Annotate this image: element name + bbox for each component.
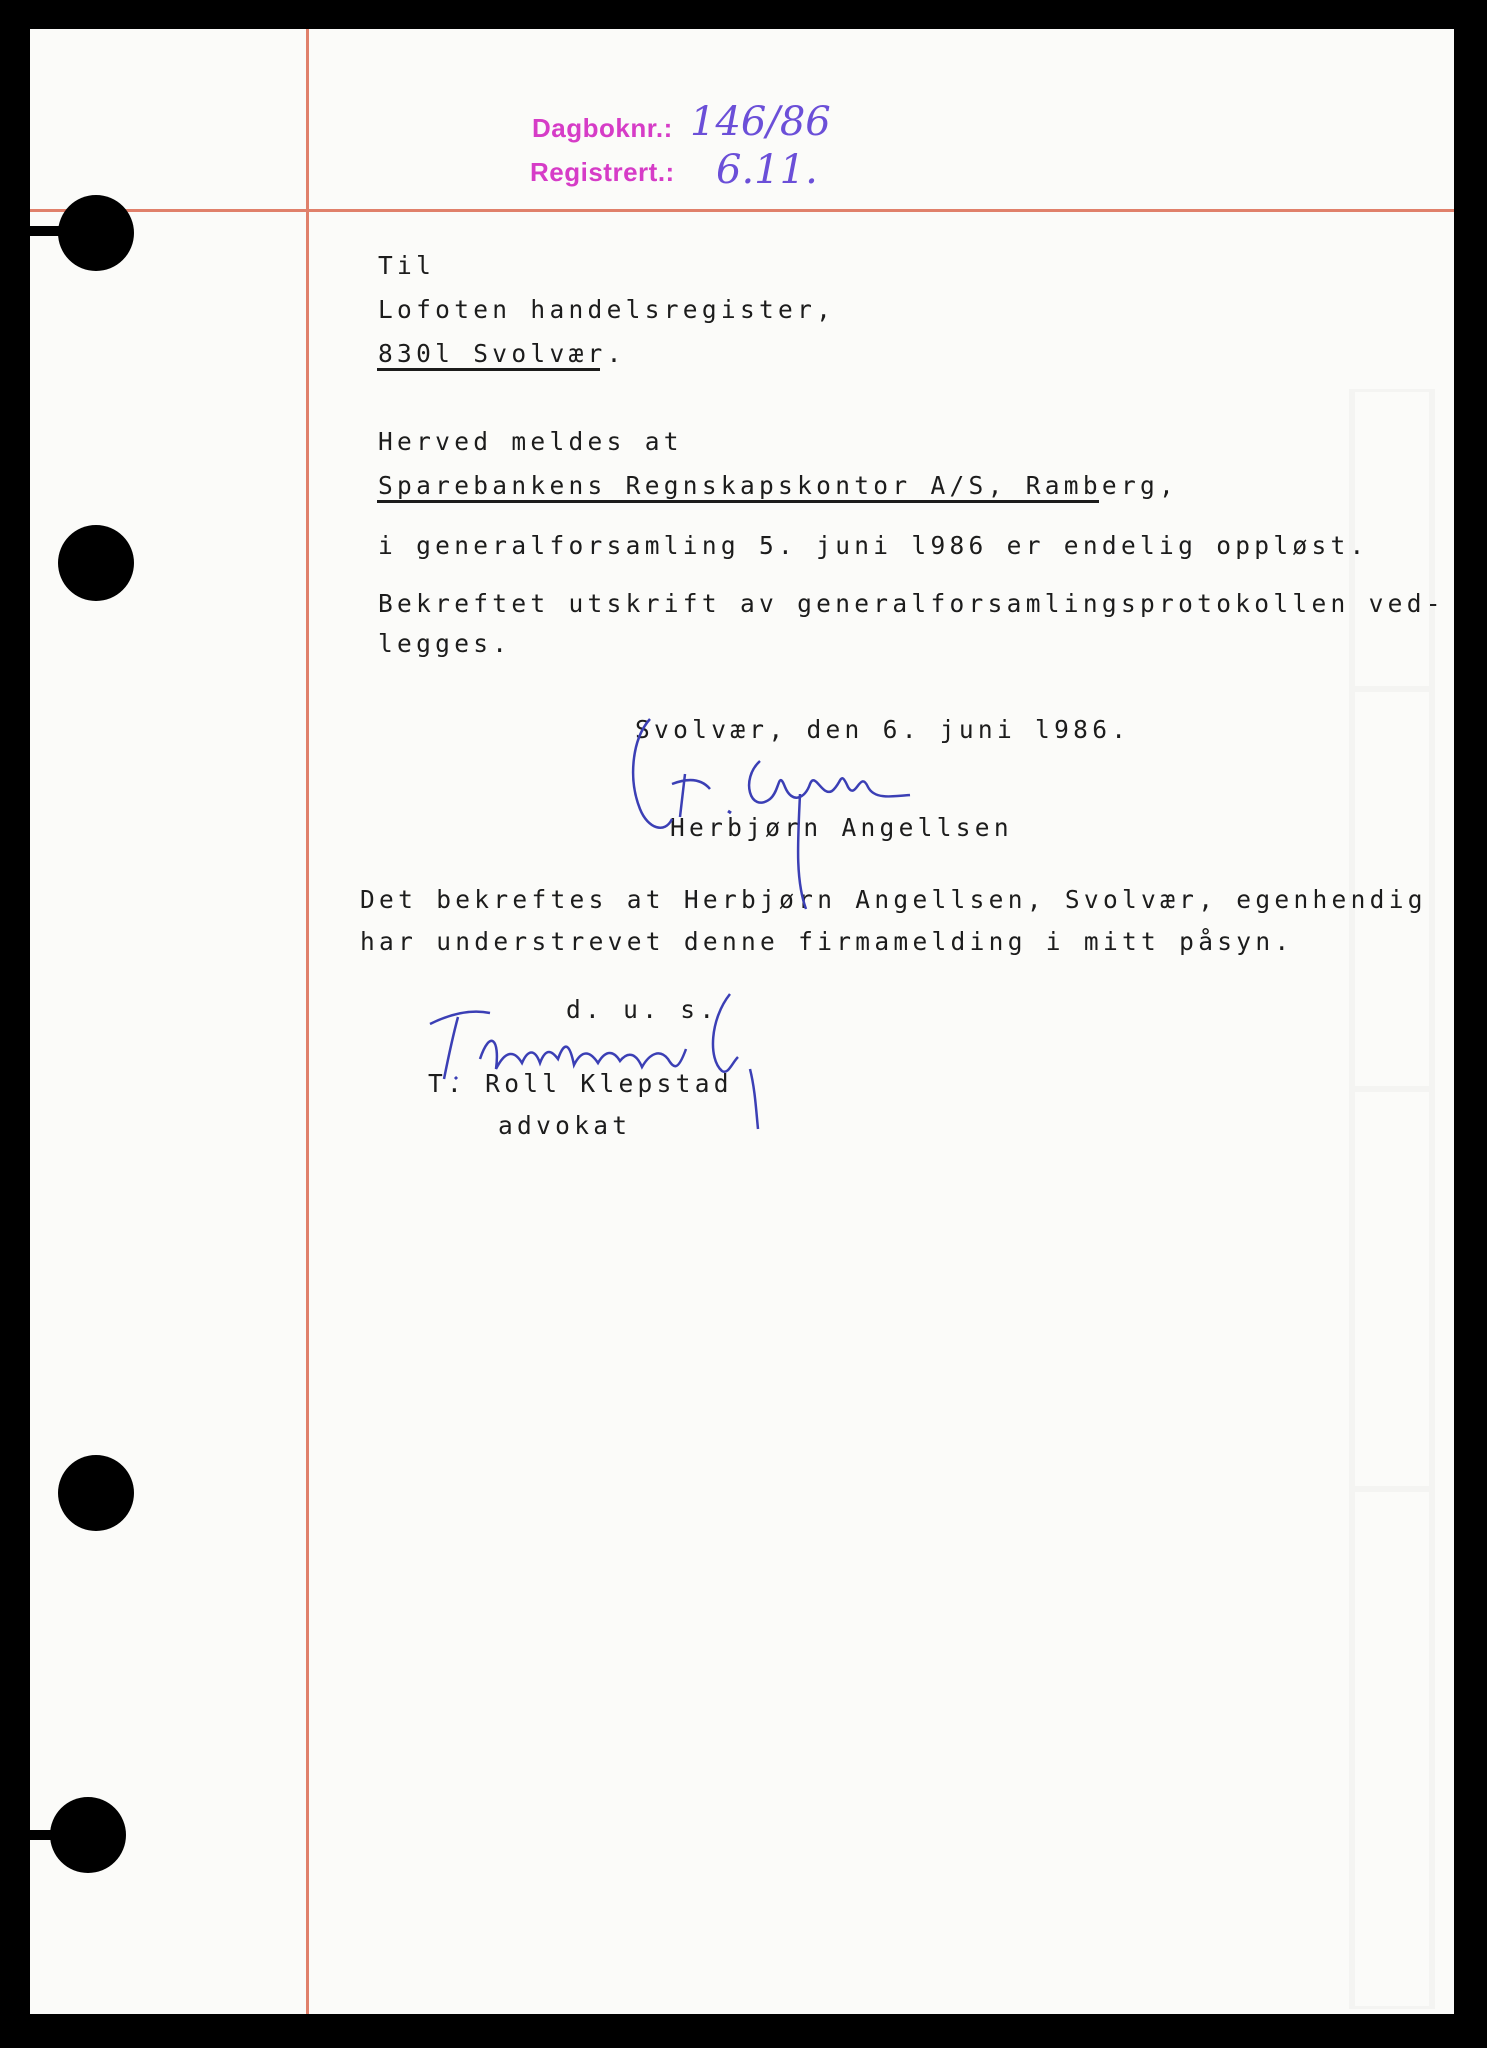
signature-klepstad bbox=[410, 979, 830, 1159]
confirmation-line-2: har understrevet denne firmamelding i mitt påsyn. bbox=[360, 927, 1294, 956]
signer-title-2: advokat bbox=[498, 1111, 632, 1140]
document-page bbox=[30, 29, 1454, 2014]
company-underline bbox=[377, 500, 1099, 503]
recipient-line-2: Lofoten handelsregister, bbox=[378, 295, 836, 324]
confirmation-line-1: Det bekreftes at Herbjørn Angellsen, Svolvær, egenhendig bbox=[360, 885, 1427, 914]
signer-name-2: T. Roll Klepstad bbox=[428, 1069, 733, 1098]
punch-hole-2 bbox=[58, 525, 134, 601]
stamp-dagbok-label: Dagboknr.: bbox=[532, 113, 673, 143]
body-line-2: Bekreftet utskrift av generalforsamlingsprotokollen ved- bbox=[378, 589, 1445, 618]
margin-line-horizontal bbox=[30, 209, 1454, 212]
recipient-underline bbox=[377, 368, 600, 371]
stamp-dagbok-value: 146/86 bbox=[690, 99, 831, 145]
signature-angellsen bbox=[610, 699, 990, 929]
punch-hole-3 bbox=[58, 1455, 134, 1531]
company-name: Sparebankens Regnskapskontor A/S, Ramberg, bbox=[378, 471, 1179, 500]
watermark bbox=[1332, 389, 1452, 2009]
signer-name-1: Herbjørn Angellsen bbox=[670, 813, 1013, 842]
stamp-registrert-label: Registrert.: bbox=[530, 157, 675, 187]
body-line-3: legges. bbox=[378, 629, 512, 658]
recipient-line-3: 830l Svolvær. bbox=[378, 339, 626, 368]
margin-line-vertical bbox=[306, 29, 309, 2014]
body-line-1: i generalforsamling 5. juni l986 er endelig oppløst. bbox=[378, 531, 1369, 560]
stamp-registrert-value: 6.11. bbox=[716, 147, 818, 193]
intro-line: Herved meldes at bbox=[378, 427, 683, 456]
recipient-line-1: Til bbox=[378, 251, 436, 280]
punch-hole-4 bbox=[50, 1797, 126, 1873]
dus-line: d. u. s. bbox=[566, 995, 719, 1024]
punch-hole-1 bbox=[58, 195, 134, 271]
place-and-date: Svolvær, den 6. juni l986. bbox=[635, 715, 1131, 744]
